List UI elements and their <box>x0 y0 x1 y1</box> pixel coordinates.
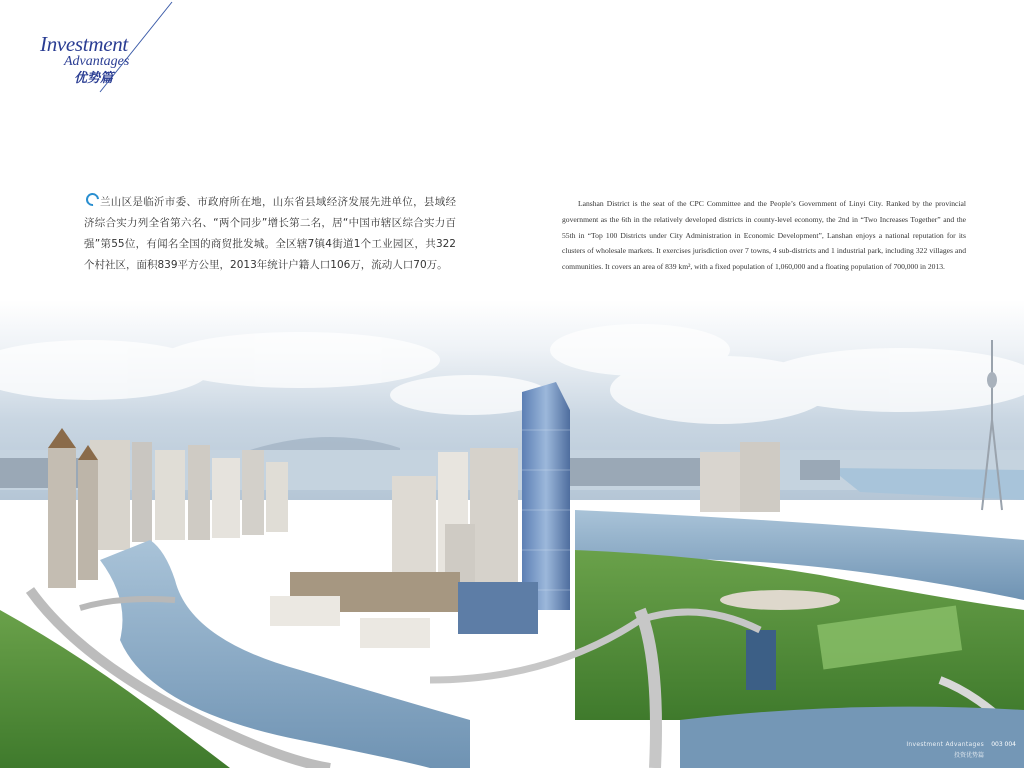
title-chinese: 优势篇 <box>74 71 114 86</box>
english-intro-paragraph: Lanshan District is the seat of the CPC Committee and the People’s Government of Linyi City. Ranked by the provincial government as the 6th in the relatively developed districts in county-level economy, the 2nd in “Two Increases Together” and the 55th in “Top 100 Districts under City Administration in Economic Development”, Lanshan enjoys a national reputation for its clusters of wholesale markets. It exercises jurisdiction over 7 towns, 4 sub-districts and 1 industrial park, including 322 villages and communities. It covers an area of 839 km², with a fixed population of 1,060,000 and a floating population of 700,000 in 2013. <box>562 199 966 272</box>
title-investment: Investment <box>40 32 128 56</box>
page-numbers: 003 004 <box>991 741 1016 748</box>
chinese-intro-paragraph: 兰山区是临沂市委、市政府所在地，山东省县域经济发展先进单位，县域经济综合实力列全省第六名、“两个同步”增长第二名，居“中国市辖区综合实力百强”第55位，有闻名全国的商贸批发城。全区辖7镇4街道1个工业园区，共322个村社区，面积839平方公里，2013年统计户籍人口106万，流动人口70万。 <box>84 196 456 271</box>
city-panorama-image <box>0 300 1024 768</box>
title-advantages: Advantages <box>64 54 130 69</box>
section-header <box>0 0 240 110</box>
page-footer-note: Investment Advantages <box>906 741 984 748</box>
page-footer-subtitle: 投资优势篇 <box>953 752 984 759</box>
